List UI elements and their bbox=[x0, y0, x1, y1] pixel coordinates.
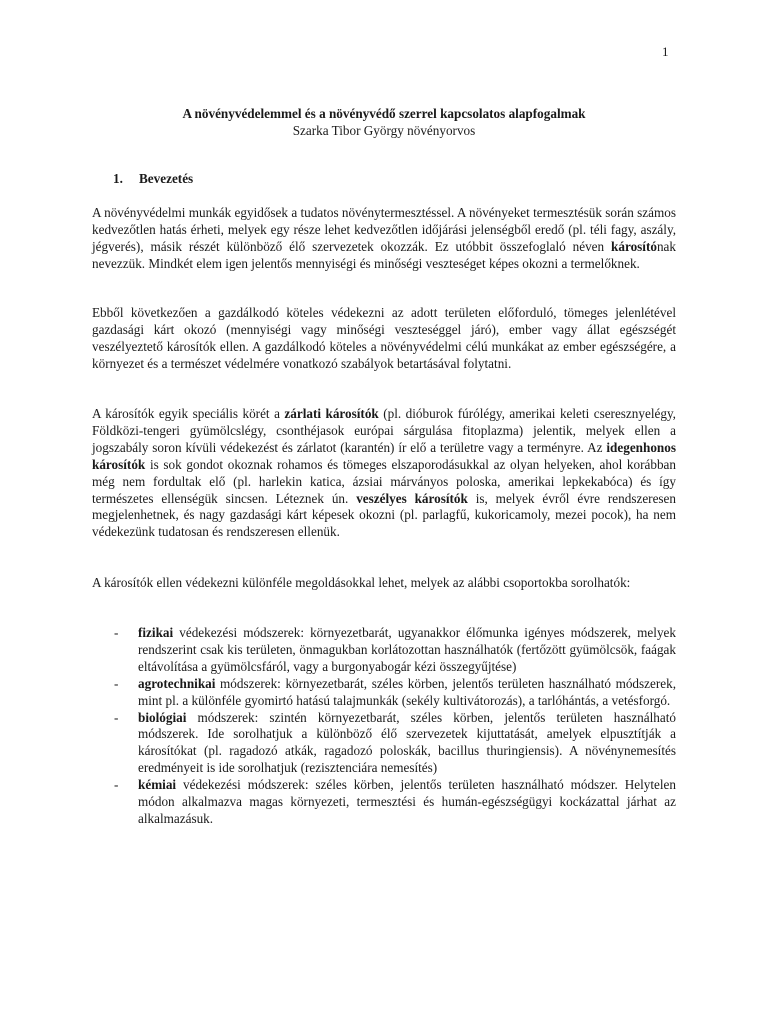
title-block bbox=[92, 105, 676, 139]
method-text: módszerek: szintén környezetbarát, széles körben, jelentős területen használható módszerek. Ide sorolhatjuk a különböző élő szervezetek kijuttatását, amelyek elpusztítják a károsítókat (pl. ragadozó atkák, ragadozó poloskák, bacillus thuringiensis). A növénynemesítés eredményeit is ide sorolhatjuk (rezisztenciára nemesítés) bbox=[138, 709, 676, 776]
list-item bbox=[92, 676, 676, 710]
document-author: Szarka Tibor György növényorvos bbox=[292, 123, 476, 138]
paragraph-methods-intro: A károsítók ellen védekezni különféle megoldásokkal lehet, melyek az alábbi csoportokba sorolhatók: bbox=[92, 575, 631, 590]
bold-term: károsító bbox=[611, 238, 657, 254]
list-dash: - bbox=[114, 709, 119, 725]
method-term: fizikai bbox=[138, 625, 174, 640]
paragraph-obligation: Ebből következően a gazdálkodó köteles védekezni az adott területen előforduló, tömeges jelenlétével gazdasági kárt okozó (mennyiségi vagy minőségi veszteséggel járó), ember vagy állat egészségét veszélyeztető károsítók ellen. A gazdálkodó köteles a növényvédelmi célú munkákat az ember egészségére, a környezet és a természet védelmére vonatkozó szabályok betartásával folytatni. bbox=[92, 305, 676, 371]
paragraph-text: nak nevezzük. Mindkét elem igen jelentős mennyiségi és minőségi veszteséget képes okozni a termelőknek. bbox=[92, 238, 676, 271]
paragraph-intro bbox=[92, 205, 676, 273]
bold-term: zárlati károsítók bbox=[284, 406, 379, 421]
section-title: Bevezetés bbox=[139, 171, 194, 186]
method-term: agrotechnikai bbox=[138, 675, 216, 691]
list-item bbox=[92, 625, 676, 676]
method-text: módszerek: környezetbarát, széles körben, jelentős területen használható módszerek, mint pl. a különféle gyomirtó hatású talajmunkák (sekély kultivátorozás), a tarlóhántás, a vetésforgó. bbox=[138, 675, 676, 708]
list-item bbox=[92, 777, 676, 828]
paragraph-pest-types bbox=[92, 406, 676, 541]
paragraph-text: A növényvédelmi munkák egyidősek a tudatos növénytermesztéssel. A növényeket termesztésük során számos kedvezőtlen hatás érheti, melyek egy része lehet kedvezőtlen időjárási jelenségből eredő (pl. téli fagy, aszály, jégverés), másik részét különböző élő szervezetek okozzák. Ez utóbbit összefoglaló néven bbox=[92, 205, 676, 254]
page-number: 1 bbox=[662, 44, 669, 59]
method-text: védekezési módszerek: környezetbarát, ugyanakkor élőmunka igényes módszerek, melyek rendszerint csak kis területen, önmagukban korlátozottan használhatók (fertőzött gyümölcsök, faágak eltávolítása a gyümölcsfáról, vagy a burgonyabogár kézi összegyűjtése) bbox=[138, 625, 676, 674]
paragraph-text: is sok gondot okoznak rohamos és tömeges elszaporodásukkal az olyan helyeken, ahol korábban még nem fordultak elő (pl. harlekin katica, ázsiai márványos poloska, amerikai lepkekabóca) és így természetes ellenségük sincsen. Léteznek ún. bbox=[92, 456, 676, 506]
list-dash: - bbox=[114, 675, 119, 691]
list-dash: - bbox=[114, 777, 119, 793]
paragraph-text: A károsítók egyik speciális körét a bbox=[92, 406, 285, 421]
paragraph-text: is, melyek évről évre rendszeresen megjelenhetnek, és nagy gazdasági kárt képesek okozni (pl. parlagfű, kukoricamoly, mezei pocok), ha nem védekezünk tudatosan és rendszeresen ellenük. bbox=[92, 490, 676, 540]
paragraph-text: (pl. dióburok fúrólégy, amerikai keleti cseresznyelégy, Földközi-tengeri gyümölcslégy, csonthéjasok európai sárgulása fitoplazma) jelentik, melyek ellen a jogszabály soron kívüli védekezést és zárlatot (karantén) ír elő a területre vagy a terményre. Az bbox=[92, 406, 676, 455]
method-term: kémiai bbox=[138, 777, 177, 793]
method-list bbox=[92, 625, 676, 828]
method-text: védekezési módszerek: széles körben, jelentős területen használható módszer. Helytelen módon alkalmazva magas környezeti, termesztési és humán-egészségügyi kockázattal járhat az alkalmazásuk. bbox=[138, 777, 676, 826]
section-number: 1. bbox=[113, 171, 123, 186]
list-dash: - bbox=[114, 625, 119, 640]
bold-term: veszélyes károsítók bbox=[356, 490, 468, 506]
list-item bbox=[92, 710, 676, 778]
section-heading bbox=[113, 171, 193, 187]
method-term: biológiai bbox=[138, 709, 187, 725]
bold-term: idegenhonos károsítók bbox=[92, 439, 676, 472]
document-title: A növényvédelemmel és a növényvédő szerrel kapcsolatos alapfogalmak bbox=[182, 106, 586, 121]
